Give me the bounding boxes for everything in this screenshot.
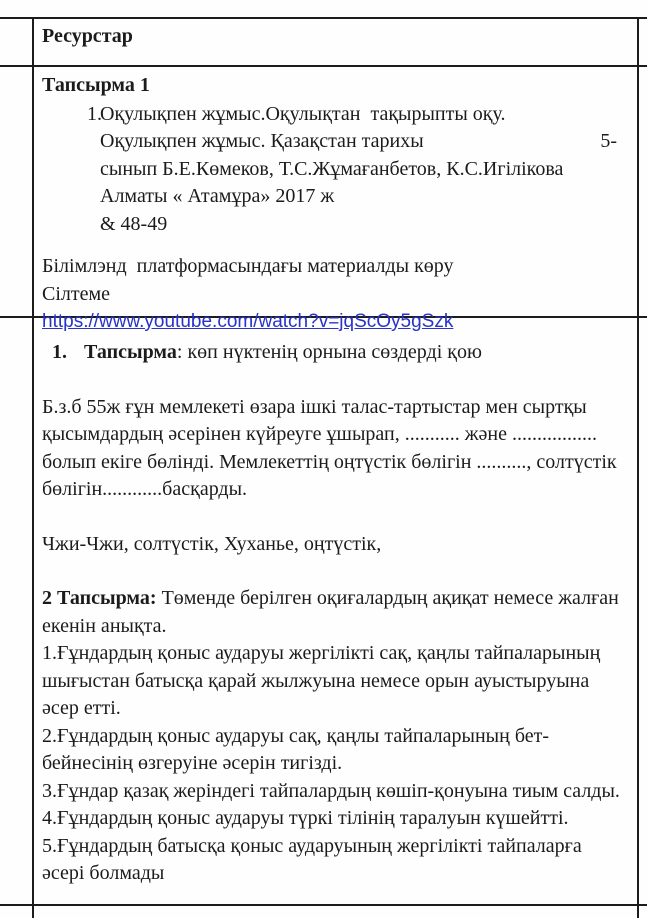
task2-statement-1: 1.Ғұндардың қоныс аударуы жергілікті сақ, қаңлы тайпаларының шығыстан батысқа қарай жылжуына немесе орын ауыстыруына әсер етті. <box>42 642 601 719</box>
table-column-divider-right <box>637 17 639 918</box>
task1-title-rest: : көп нүктенің орнына сөздерді қою <box>176 341 482 363</box>
textbook-line-4: Алматы « Атамұра» 2017 ж <box>100 185 335 207</box>
tasks-cell <box>34 318 637 904</box>
task2-intro: Төменде берілген оқиғалардың ақиқат немесе жалған екенін анықта. <box>42 587 624 637</box>
task1-heading <box>52 339 628 367</box>
task2-title: 2 Тапсырма: <box>42 587 157 609</box>
textbook-line-2 <box>100 128 617 156</box>
task2-statement-5: 5.Ғұндардың батысқа қоныс аударуының жергілікті тайпаларға әсері болмады <box>42 834 582 884</box>
list-number: 1. <box>87 102 102 125</box>
textbook-line-3: сынып Б.Е.Көмеков, Т.С.Жұмағанбетов, К.С.Игілікова <box>100 157 564 180</box>
textbook-line-2-left: Оқулықпен жұмыс. Қазақстан тарихы <box>100 130 424 152</box>
textbook-list-item <box>42 101 627 239</box>
task1-resources-label: Тапсырма 1 <box>42 74 150 96</box>
resources-header-title: Ресурстар <box>42 25 133 47</box>
task2-statement-4: 4.Ғұндардың қоныс аударуы түркі тілінің таралуын күшейтті. <box>42 807 569 829</box>
resources-cell <box>34 67 637 332</box>
task2-statement-2: 2.Ғұндардың қоныс аударуы сақ, қаңлы тайпаларының бет-бейнесінің өзгеруіне әсерін тигізді. <box>42 724 550 774</box>
textbook-pages: & 48-49 <box>100 212 168 235</box>
textbook-line-1: Оқулықпен жұмыс.Оқулықтан тақырыпты оқу. <box>100 102 506 125</box>
task1-title: Тапсырма <box>84 341 177 363</box>
task1-number: 1. <box>52 341 67 363</box>
youtube-link[interactable]: https://www.youtube.com/watch?v=jqScOy5gSzk <box>42 311 454 332</box>
task2-block <box>42 585 628 888</box>
resources-header-cell <box>34 19 637 65</box>
link-label: Сілтеме <box>42 282 111 305</box>
task1-word-bank: Чжи-Чжи, солтүстік, Хуханье, оңтүстік, <box>42 532 382 555</box>
task1-fill-in-paragraph: Б.з.б 55ж ғұн мемлекеті өзара ішкі талас-тартыстар мен сыртқы қысымдардың әсерінен күйреуге ұшырап, ........... және ................. болып екіге бөлінді. Мемлекеттің оңтүстік бөлігін .........., солтүстік бөлігін............басқарды. <box>42 395 622 500</box>
platform-note: Білімлэнд платформасындағы материалды көру <box>42 255 454 277</box>
table-row-divider-3 <box>0 904 647 906</box>
textbook-reference <box>100 101 617 239</box>
task2-statement-3: 3.Ғұндар қазақ жеріндегі тайпалардың көшіп-қонуына тиым салды. <box>42 779 620 802</box>
textbook-line-2-right: 5- <box>600 130 617 152</box>
